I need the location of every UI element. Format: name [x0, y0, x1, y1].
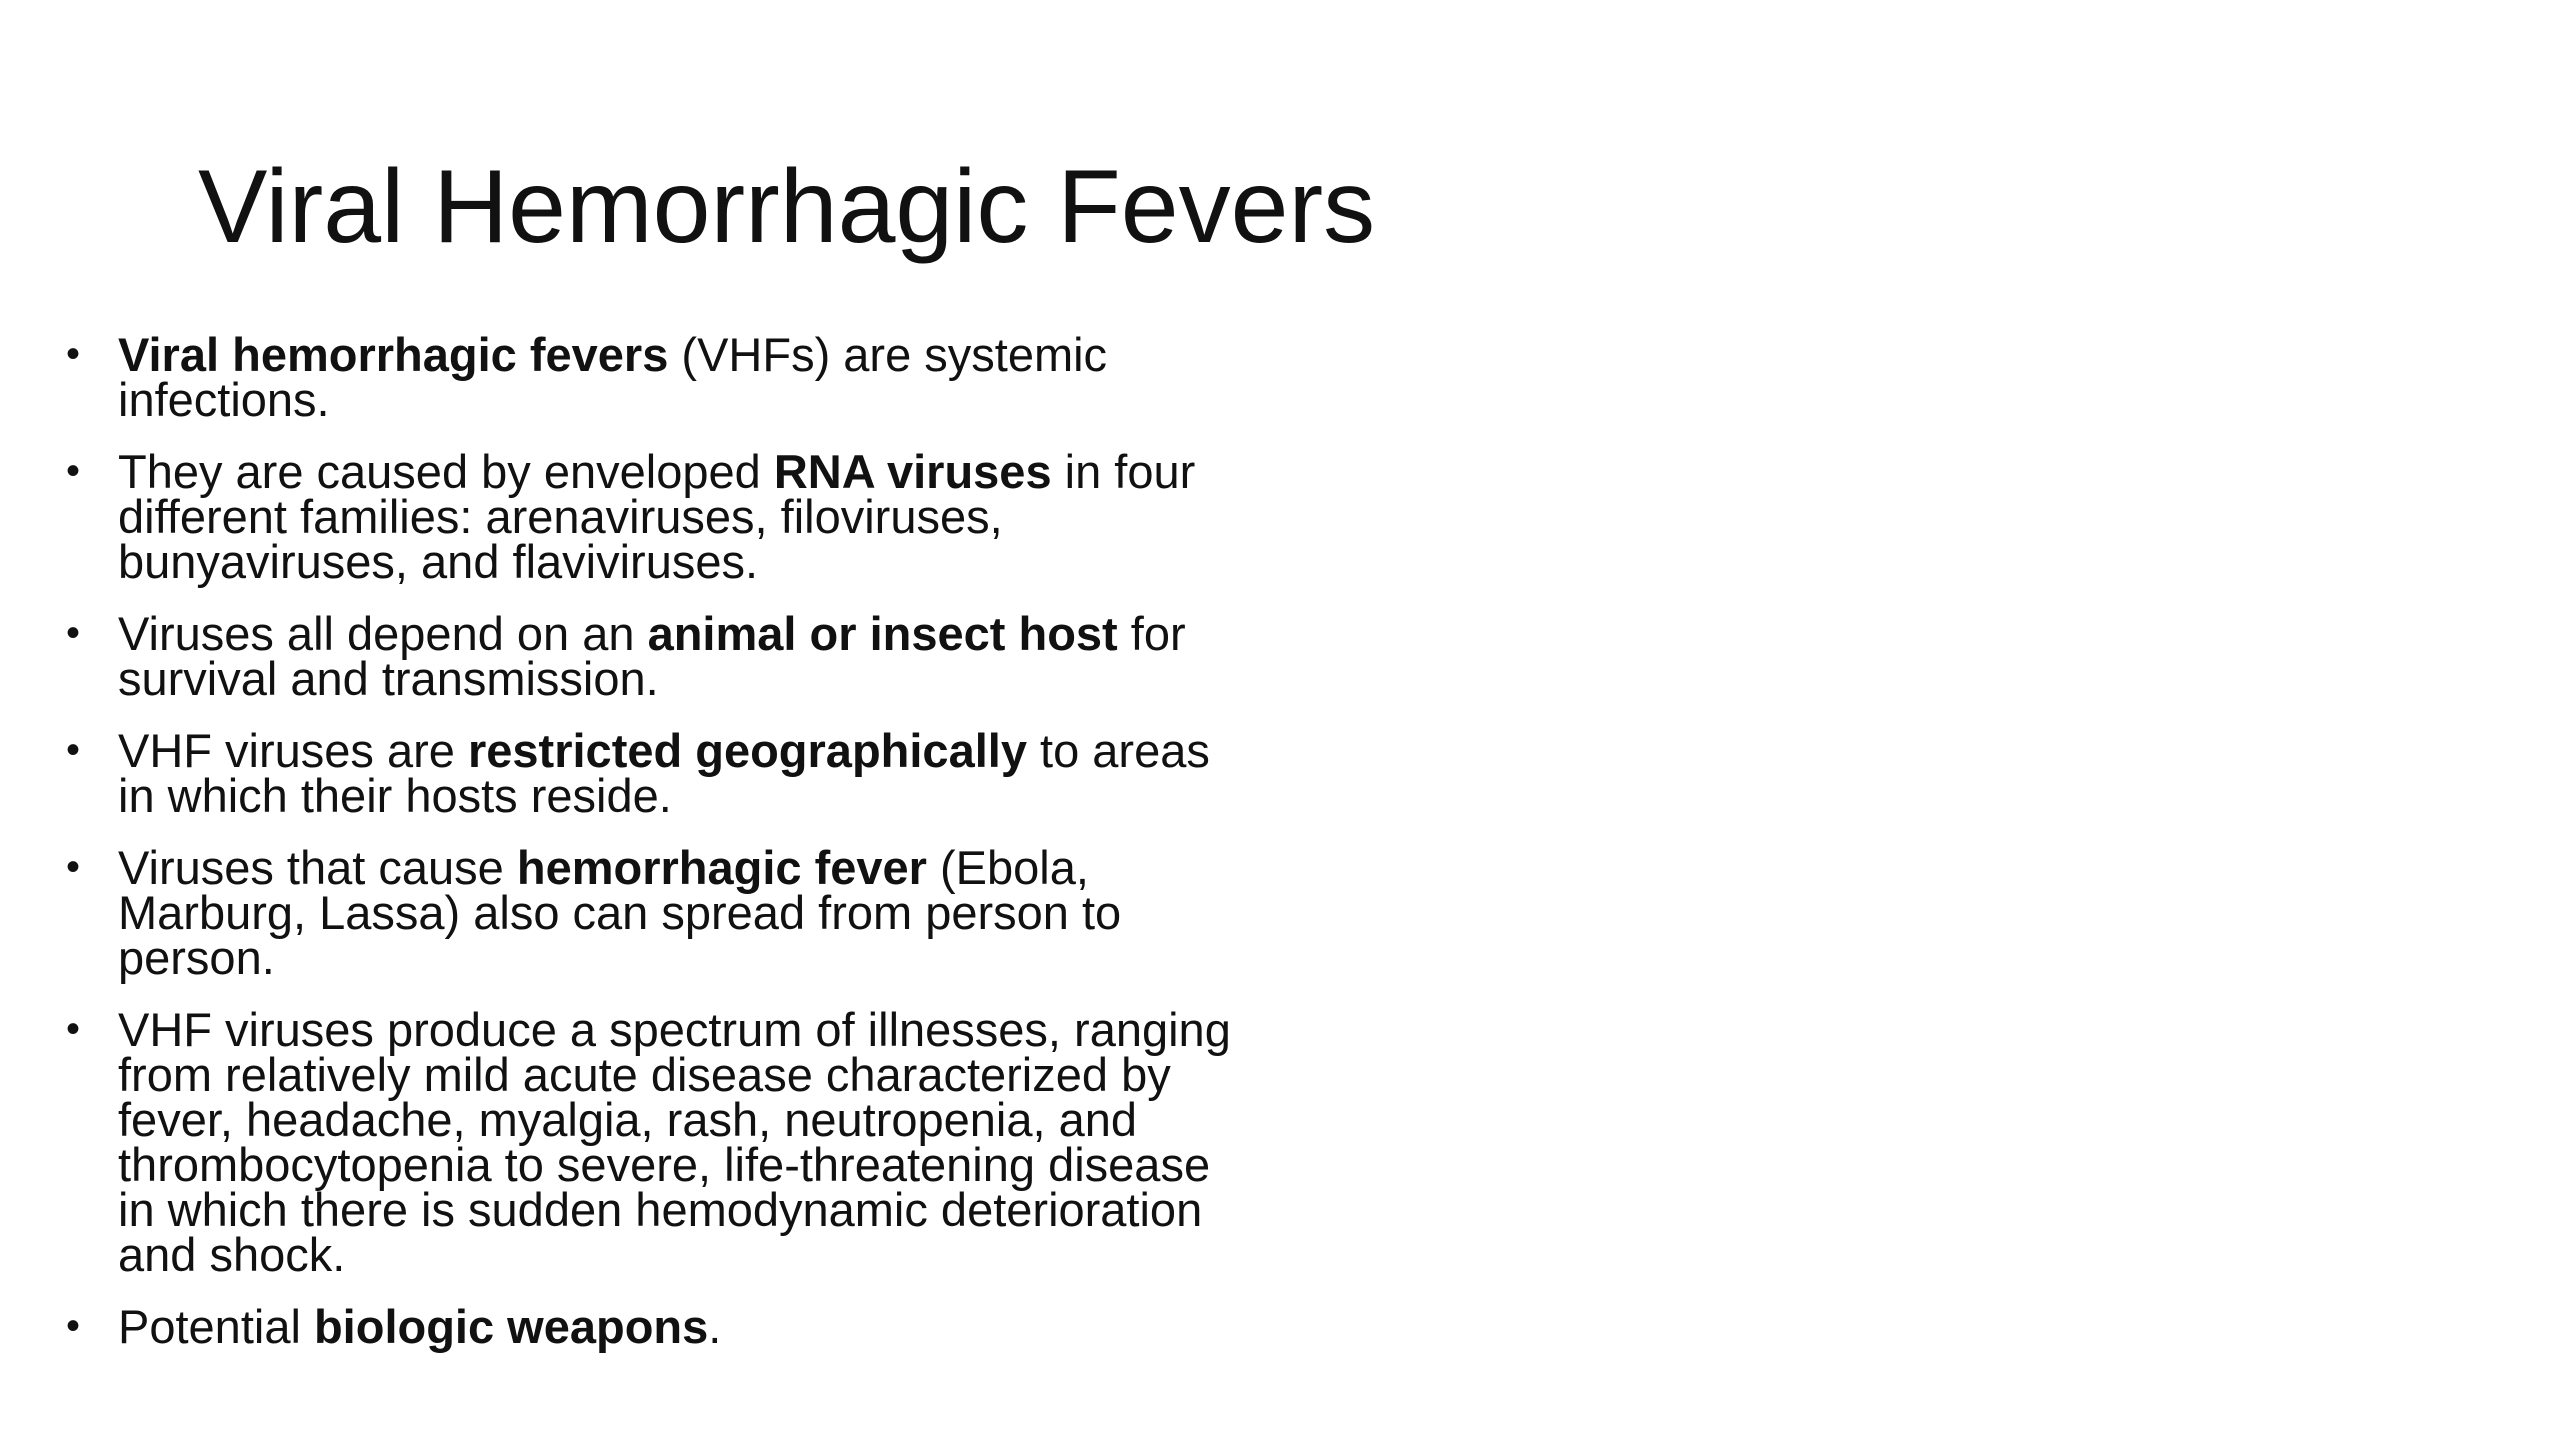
bullet-text	[118, 445, 1195, 588]
bullet-dot-icon: •	[66, 449, 81, 493]
bullet-segment: in four different families: arenaviruses, filoviruses, bunyaviruses, and flaviviruses.	[118, 445, 1196, 588]
bullet-segment: (VHFs) are systemic infections.	[118, 328, 1108, 426]
bullet-segment: to areas in which their hosts reside.	[118, 724, 1210, 822]
bullet-segment: Viruses that cause	[118, 841, 517, 894]
bullet-segment: (Ebola, Marburg, Lassa) also can spread from person to person.	[118, 841, 1122, 984]
bullet-item	[66, 1003, 1256, 1281]
bullet-bold-segment: restricted geographically	[467, 724, 1027, 777]
bullet-segment: They are caused by enveloped	[118, 445, 774, 498]
slide-title: Viral Hemorrhagic Fevers	[198, 149, 1376, 265]
bullet-text	[118, 724, 1210, 822]
bullet-dot-icon: •	[66, 845, 81, 889]
bullet-dot-icon: •	[66, 1304, 81, 1348]
bullet-item	[66, 1300, 1256, 1353]
bullet-bold-segment: RNA viruses	[773, 445, 1052, 498]
bullet-text	[118, 328, 1107, 426]
bullet-item	[66, 841, 1256, 984]
bullet-dot-icon: •	[66, 332, 81, 376]
bullet-segment: VHF viruses are	[118, 724, 468, 777]
bullet-text	[118, 607, 1186, 705]
bullet-bold-segment: animal or insect host	[647, 607, 1118, 660]
bullet-dot-icon: •	[66, 728, 81, 772]
bullet-segment: for survival and transmission.	[118, 607, 1186, 705]
bullet-text	[118, 841, 1121, 984]
bullet-segment: VHF viruses produce a spectrum of illnesses, ranging from relatively mild acute disease characterized by fever, headache, myalgia, rash, neutropenia, and thrombocytopenia to severe, life-threatening disease in which there is sudden hemodynamic deterioration and shock.	[118, 1003, 1231, 1281]
bullet-bold-segment: hemorrhagic fever	[516, 841, 927, 894]
bullet-item	[66, 328, 1256, 426]
bullet-text	[118, 1300, 721, 1353]
bullet-segment: Potential	[118, 1300, 314, 1353]
bullet-item	[66, 445, 1256, 588]
bullet-dot-icon: •	[66, 1007, 81, 1051]
bullet-segment: Viruses all depend on an	[118, 607, 648, 660]
bullet-list	[66, 328, 1256, 1376]
bullet-dot-icon: •	[66, 611, 81, 655]
bullet-text	[118, 1003, 1231, 1281]
bullet-segment: .	[708, 1300, 722, 1353]
bullet-bold-segment: Viral hemorrhagic fevers	[118, 328, 669, 381]
bullet-bold-segment: biologic weapons	[313, 1300, 709, 1353]
bullet-item	[66, 607, 1256, 705]
bullet-item	[66, 724, 1256, 822]
